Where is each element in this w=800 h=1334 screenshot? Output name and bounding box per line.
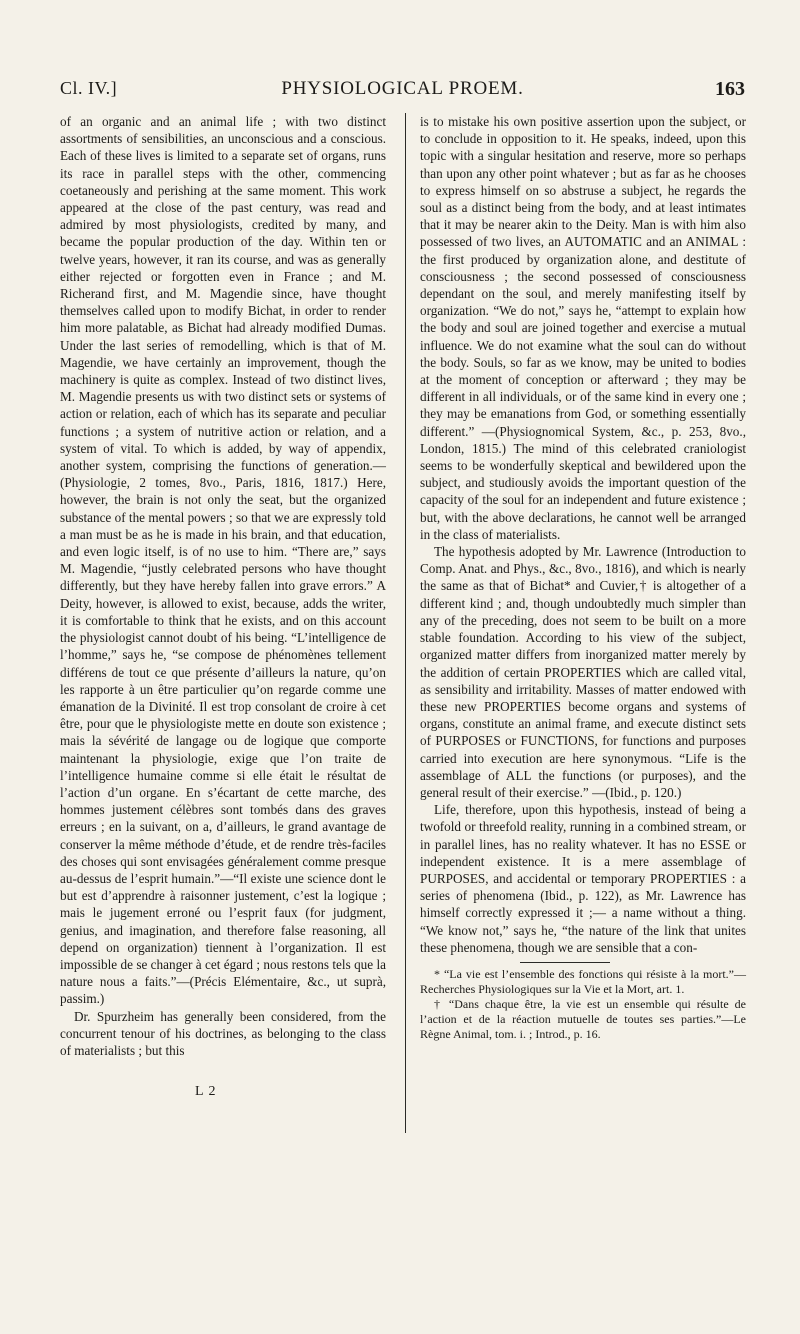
chapter-reference: Cl. IV.] [60, 78, 118, 98]
signature-mark: L 2 [195, 1084, 217, 1099]
body-paragraph: Life, therefore, upon this hypothesis, instead of being a twofold or threefold reality, running in a combined stream, or in parallel lines, has no reality whatever. It has no ESSE or independent existence. It is a mere assemblage of PURPOSES, and accidental or temporary PROPERTIES : a series of phenomena (Ibid., p. 122), as Mr. Lawrence has himself correctly expressed it ;— a name without a thing. “We know not,” says he, “the nature of the link that unites these phenomena, though we are sensible that a con- [420, 802, 746, 955]
footnote: * “La vie est l’ensemble des fonctions qui résiste à la mort.”—Recherches Physiologiques sur la Vie et la Mort, art. 1. [420, 966, 746, 996]
footnote-rule [520, 962, 610, 963]
column-divider [405, 113, 406, 1133]
right-column [420, 113, 746, 1042]
running-title: PHYSIOLOGICAL PROEM. [281, 78, 524, 99]
footnote: † “Dans chaque être, la vie est un ensemble qui résulte de l’action et de la réaction mutuelle de toutes ses parties.”—Le Règne Animal, tom. i. ; Introd., p. 16. [420, 996, 746, 1041]
body-paragraph: of an organic and an animal life ; with two distinct assortments of sensibilities, an unconscious and a conscious. Each of these lives is limited to a separate set of organs, runs its race in parallel steps with the other, commencing coetaneously and perishing at the same moment. This work appeared at the close of the past century, was read and admired by most physiologists, credited by many, and became the popular production of the day. Within ten or twelve years, however, it ran its course, and was as generally either rejected or forgotten even in France ; and M. Richerand first, and M. Magendie since, have thought themselves called upon to modify Bichat, in order to render him more palatable, as Bichat had already modified Dumas. Under the last series of remodelling, which is that of M. Magendie, we have certainly an improvement, though the machinery is quite as complex. Instead of two distinct lives, M. Magendie presents us with two distinct sets or systems of action or relation, each of which has its separate and peculiar functions ; a system of nutritive action or relation, and a system of vital. To which is added, by way of appendix, another system, comprising the functions of generation.—(Physiologie, 2 tomes, 8vo., Paris, 1816, 1817.) Here, however, the brain is not only the seat, but the organized substance of the mental powers ; so that we are expressly told a man must be as he is made in his brain, and that education, and even logic itself, is of no use to him. “There are,” says M. Magendie, “justly celebrated persons who have thought differently, but they have hereby fallen into grave errors.” A Deity, however, is allowed to exist, because, adds the writer, it is comfortable to think that he exists, and on this account the physiologist cannot doubt of his being. “L’intelligence de l’homme,” says he, “se compose de phénomènes tellement différens de tout ce que présente d’ailleurs la nature, qu’on les rapporte à un être particulier qu’on regarde comme une émanation de la Divinité. Il est trop consolant de croire à cet être, pour que le physiologiste mette en doute son existence ; mais la sévérité de langage ou de logique que comporte maintenant la physiologie, exige que l’on traite de l’intelligence humaine comme si elle était le résultat de l’action d’un organe. En s’écartant de cette marche, des hommes justement célèbres sont tombés dans des graves erreurs ; en la suivant, on a, d’ailleurs, le grand avantage de conserver la même méthode d’étude, et de rendre très-faciles des choses qui sont envisagées généralement comme presque au-dessus de l’esprit humain.”—“Il existe une science dont le but est d’apprendre à raisonner justement, c’est la logique ; mais le jugement erroné ou l’esprit faux (for judgment, genius, and imagination, and therefore false reasoning, all depend on organization) tiennent à l’organization. Il est impossible de se changer à cet égard ; nous restons tels que la nature nous a faits.”—(Précis Elémentaire, &c., ut suprà, passim.) [60, 114, 386, 1007]
page-header [60, 78, 745, 104]
left-column [60, 113, 386, 1059]
page-number: 163 [715, 78, 745, 100]
body-paragraph: The hypothesis adopted by Mr. Lawrence (Introduction to Comp. Anat. and Phys., &c., 8vo., 1816), and which is nearly the same as that of Bichat* and Cuvier,† is altogether of a different kind ; and, though undoubtedly much simpler than any of the preceding, does not seem to be built on a more stable foundation. According to his view of the subject, organized matter differs from inorganized matter merely by the addition of certain PROPERTIES which are called vital, as sensibility and irritability. Masses of matter endowed with these new PROPERTIES become organs and systems of organs, constitute an animal frame, and execute distinct sets of PURPOSES or FUNCTIONS, for functions and purposes carried into execution are here synonymous. “Life is the assemblage of ALL the functions (or purposes), and the general result of their exercise.” —(Ibid., p. 120.) [420, 544, 746, 800]
body-paragraph: Dr. Spurzheim has generally been considered, from the concurrent tenour of his doctrines, as belonging to the class of materialists ; but this [60, 1008, 386, 1058]
body-paragraph: is to mistake his own positive assertion upon the subject, or to conclude in opposition to it. He speaks, indeed, upon this topic with a singular hesitation and reserve, more so perhaps than upon any other point whatever ; but as far as he chooses to express himself on so abstruse a subject, he regards the soul as a distinct being from the body, and at least intimates that it may be nearer akin to the Deity. Man is with him also possessed of two lives, an AUTOMATIC and an ANIMAL : the first produced by organization alone, and destitute of consciousness ; the second possessed of consciousness dependant on the soul, and merely manifesting itself by organization. “We do not,” says he, “attempt to explain how the body and soul are joined together and exercise a mutual influence. We do not examine what the soul can do without the body. Souls, so far as we know, may be united to bodies at the moment of conception or afterward ; they may be different in all individuals, or of the same kind in every one ; they may be emanations from God, or something essentially different.” —(Physiognomical System, &c., p. 253, 8vo., London, 1815.) The mind of this celebrated craniologist seems to be wonderfully skeptical and bewildered upon the subject, and studiously avoids the important question of the capacity of the soul for an independent and future existence ; but, with the above declarations, he cannot well be arranged in the class of materialists. [420, 114, 746, 542]
